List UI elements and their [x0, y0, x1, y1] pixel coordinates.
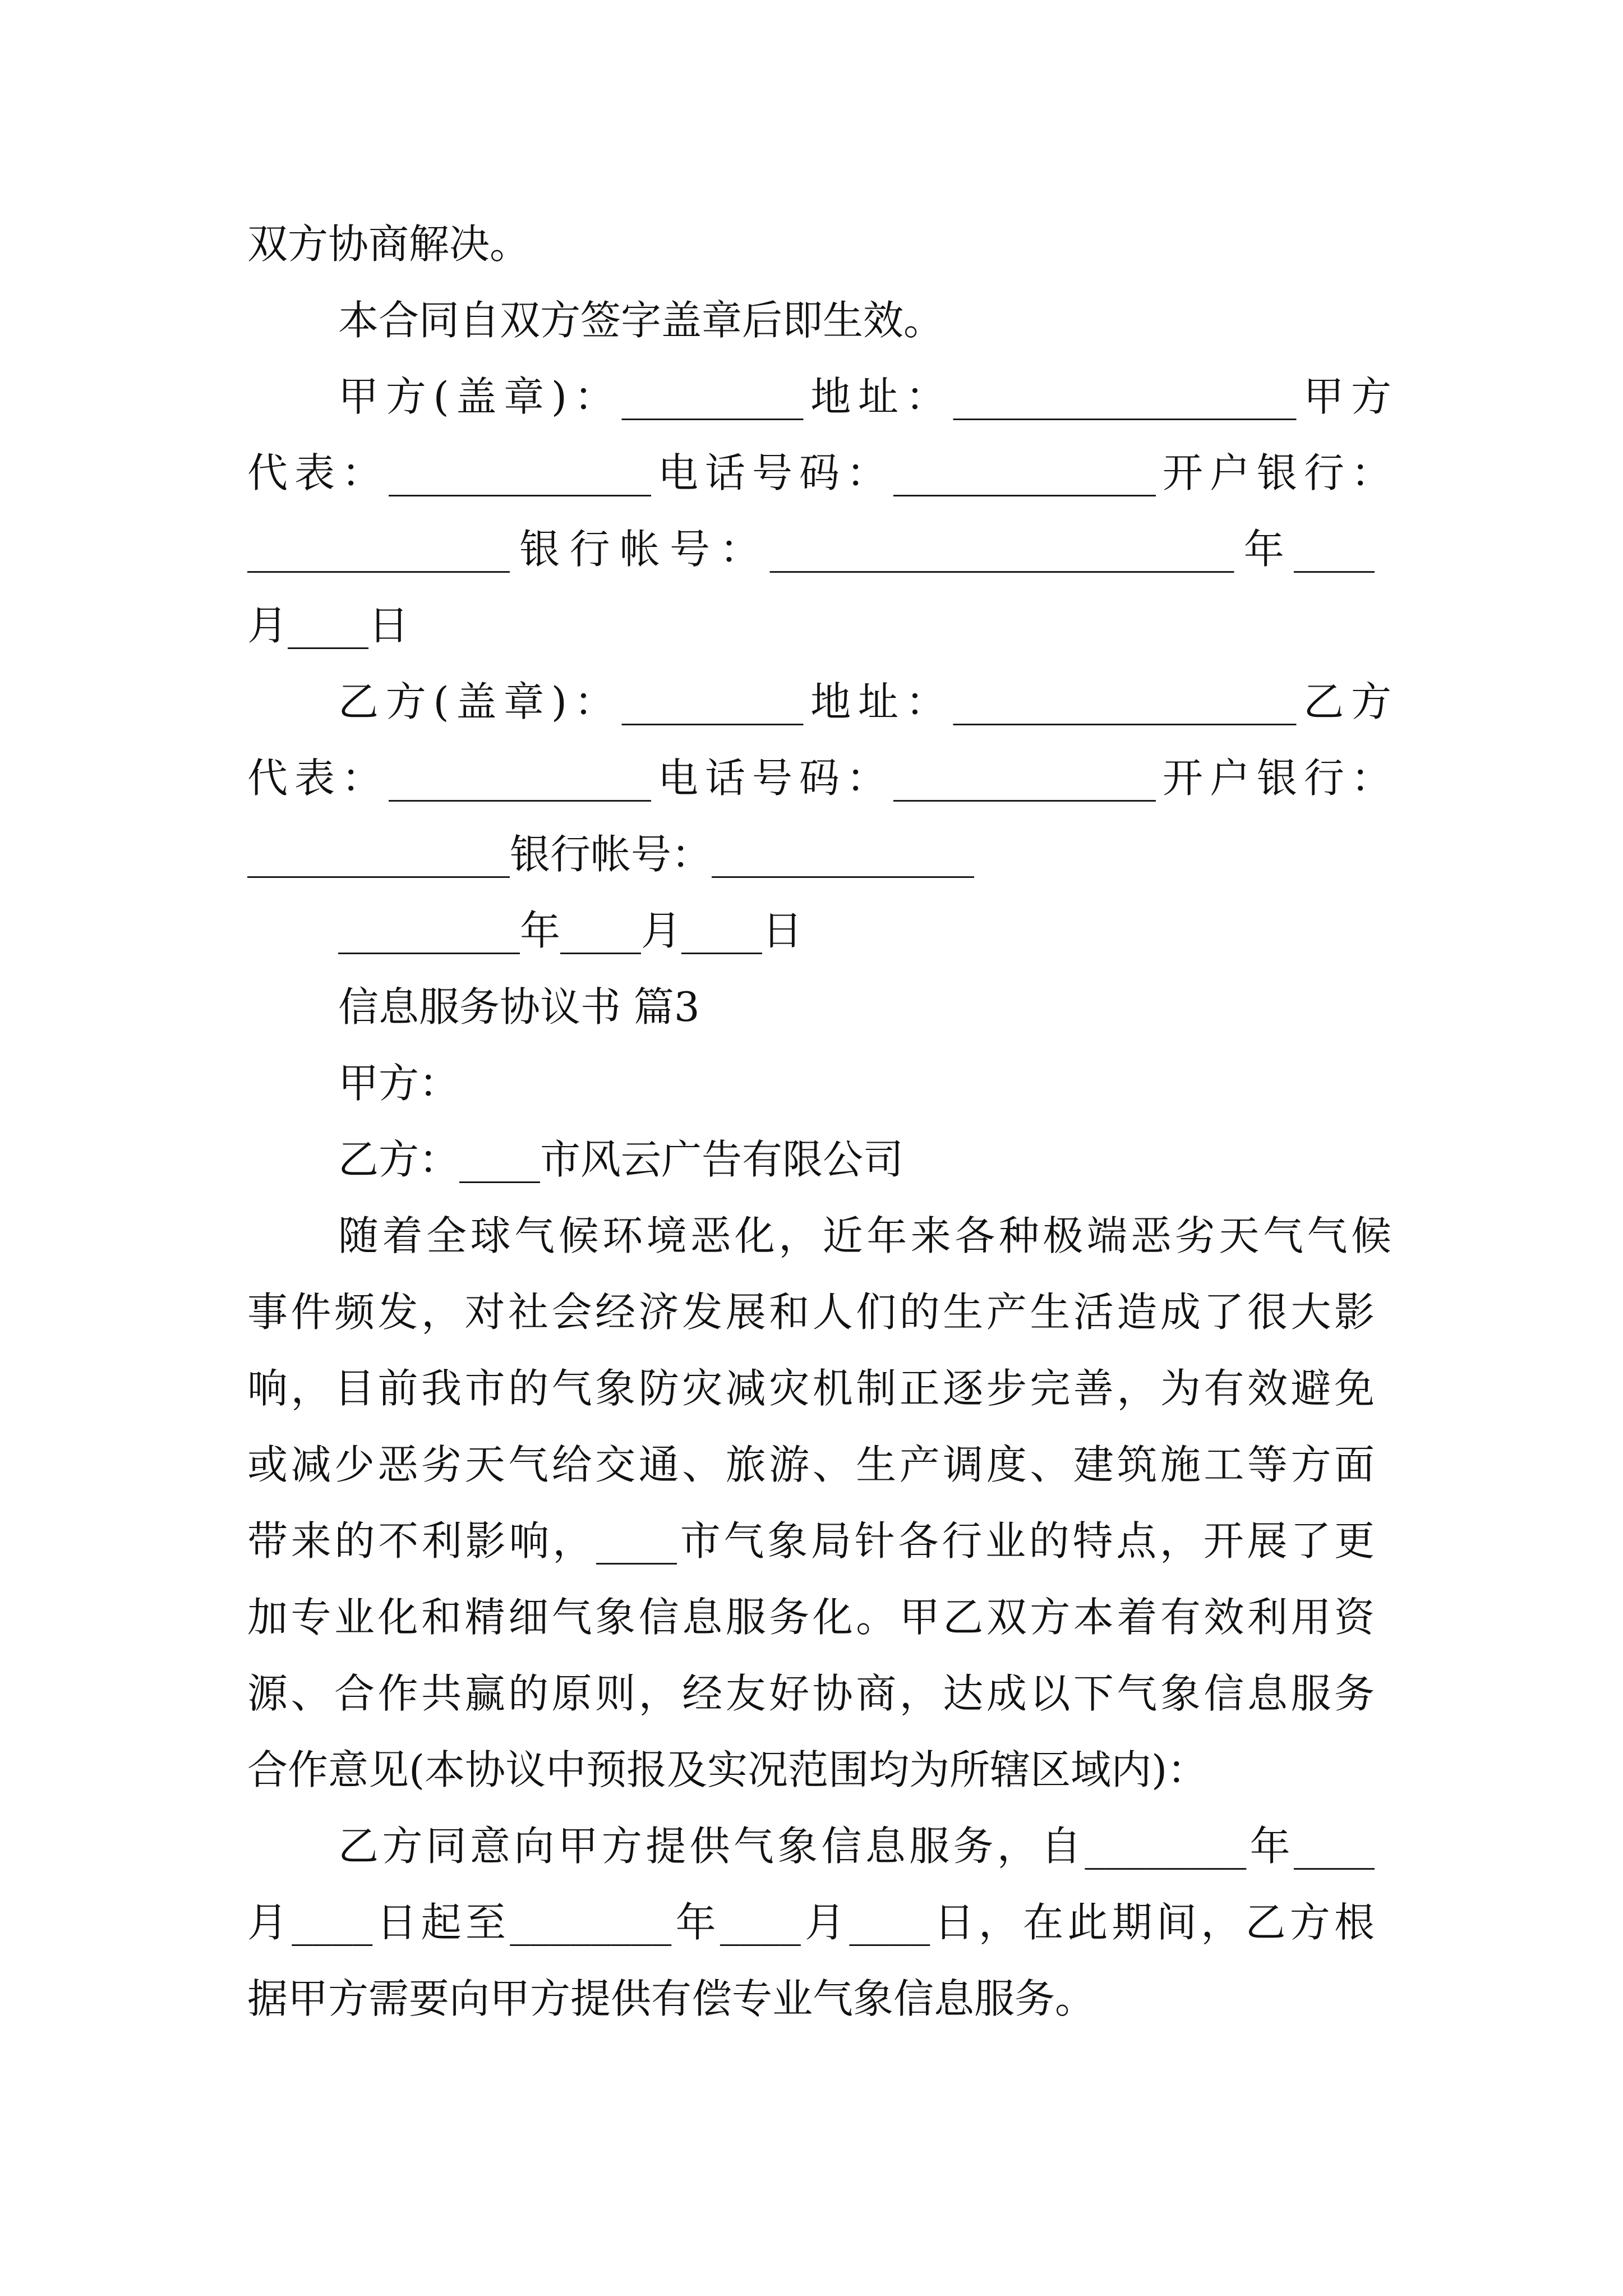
- paragraph-line: 据甲方需要向甲方提供有偿专业气象信息服务。: [247, 1975, 1096, 2022]
- text-line: 月____日: [247, 602, 409, 649]
- text-line: 甲方(盖章)：_________地址：_________________甲方: [338, 373, 1391, 420]
- text-line: 乙方(盖章)：_________地址：_________________乙方: [338, 678, 1391, 725]
- paragraph-line: 事件频发，对社会经济发展和人们的生产生活造成了很大影: [247, 1289, 1375, 1336]
- text-line: 甲方：: [338, 1060, 460, 1107]
- paragraph-line: 或减少恶劣天气给交通、旅游、生产调度、建筑施工等方面: [247, 1441, 1375, 1488]
- text-line: _____________银行帐号：_____________: [247, 831, 975, 878]
- text-line: 乙方：____市风云广告有限公司: [338, 1136, 904, 1183]
- text-line: _________年____月____日: [338, 907, 803, 954]
- paragraph-line: 响，目前我市的气象防灾减灾机制正逐步完善，为有效避免: [247, 1365, 1375, 1412]
- paragraph-line: 带来的不利影响，____市气象局针各行业的特点，开展了更: [247, 1517, 1375, 1565]
- paragraph-line: 月____日起至________年____月____日，在此期间，乙方根: [247, 1899, 1375, 1946]
- paragraph-line: 乙方同意向甲方提供气象信息服务，自________年____: [338, 1823, 1375, 1870]
- text-line: 代表：_____________电话号码：_____________开户银行：: [247, 449, 1391, 496]
- text-line: _____________银行帐号：_______________________年____: [247, 526, 1375, 573]
- text-line: 双方协商解决。: [247, 220, 531, 268]
- paragraph-line: 加专业化和精细气象信息服务化。甲乙双方本着有效利用资: [247, 1594, 1375, 1641]
- text-line: 本合同自双方签字盖章后即生效。: [338, 297, 944, 344]
- paragraph-line: 随着全球气候环境恶化，近年来各种极端恶劣天气气候: [338, 1212, 1391, 1259]
- text-line: 代表：_____________电话号码：_____________开户银行：: [247, 754, 1391, 802]
- section-heading: 信息服务协议书 篇3: [338, 983, 700, 1030]
- paragraph-line: 源、合作共赢的原则，经友好协商，达成以下气象信息服务: [247, 1670, 1375, 1717]
- paragraph-line: 合作意见(本协议中预报及实况范围均为所辖区域内)：: [247, 1746, 1208, 1793]
